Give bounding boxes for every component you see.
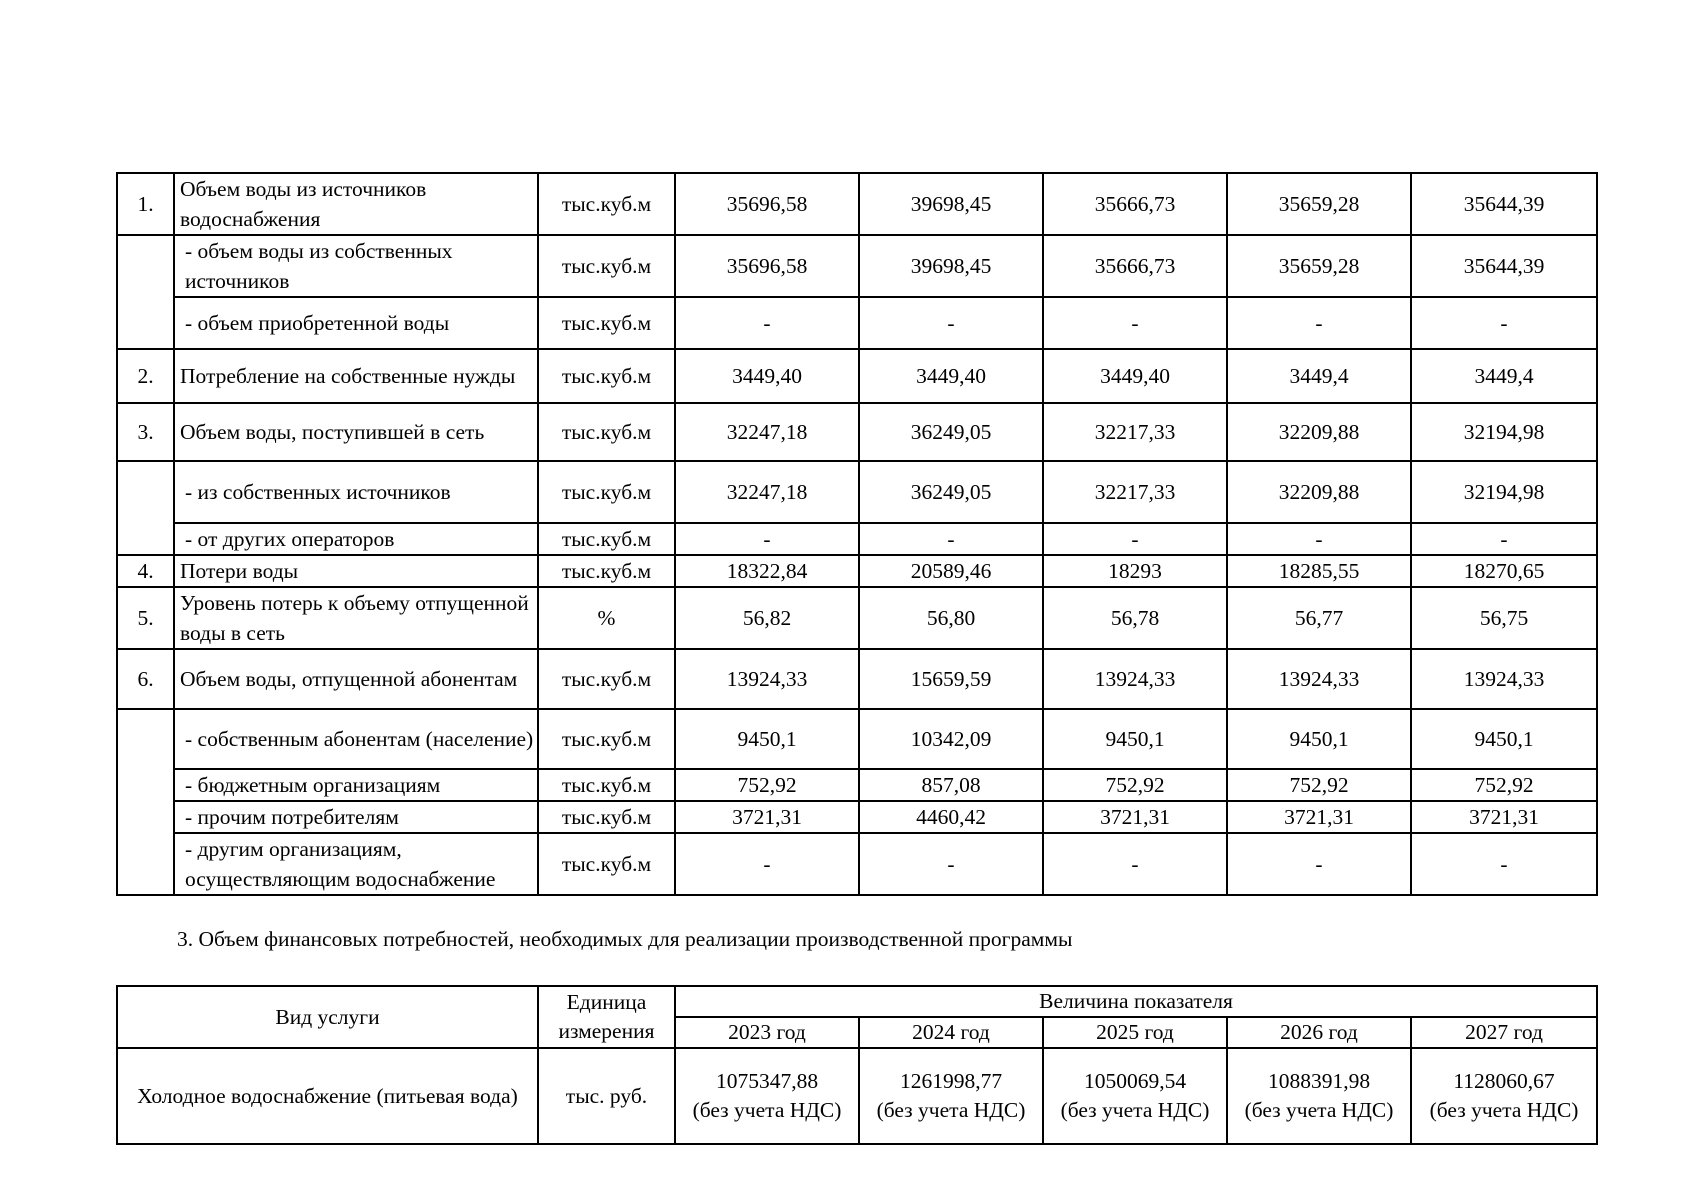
indicator-value: 56,78 (1043, 587, 1227, 649)
table-row (117, 769, 1597, 801)
indicator-unit: тыс.куб.м (538, 235, 675, 297)
indicator-label: - прочим потребителям (174, 801, 538, 833)
table-row (117, 403, 1597, 461)
indicator-value: 32194,98 (1411, 461, 1597, 523)
indicator-value: 10342,09 (859, 709, 1043, 769)
indicator-unit: тыс.куб.м (538, 173, 675, 235)
indicator-value: - (675, 297, 859, 349)
indicator-value: 3721,31 (675, 801, 859, 833)
header-service-type: Вид услуги (117, 986, 538, 1048)
indicator-label: - другим организациям, осуществляющим водоснабжение (174, 833, 538, 895)
indicator-label: Потери воды (174, 555, 538, 587)
indicator-unit: тыс.куб.м (538, 403, 675, 461)
row-number (117, 235, 174, 349)
indicator-value: 35666,73 (1043, 173, 1227, 235)
indicator-label: - объем приобретенной воды (174, 297, 538, 349)
service-unit: тыс. руб. (538, 1048, 675, 1144)
indicator-value: 3449,40 (1043, 349, 1227, 403)
indicator-value: 3449,4 (1411, 349, 1597, 403)
indicator-unit: тыс.куб.м (538, 801, 675, 833)
financial-needs-table (116, 985, 1598, 1145)
indicator-value: 35666,73 (1043, 235, 1227, 297)
header-year: 2025 год (1043, 1017, 1227, 1048)
indicator-value: - (1411, 297, 1597, 349)
indicator-value: 32217,33 (1043, 461, 1227, 523)
indicator-value: 752,92 (1043, 769, 1227, 801)
table-row (117, 801, 1597, 833)
indicator-unit: тыс.куб.м (538, 349, 675, 403)
indicator-value: - (859, 523, 1043, 555)
indicator-value: 56,75 (1411, 587, 1597, 649)
row-number (117, 461, 174, 555)
header-year: 2024 год (859, 1017, 1043, 1048)
indicator-value: 3721,31 (1227, 801, 1411, 833)
section-heading: 3. Объем финансовых потребностей, необходимых для реализации производственной программы (177, 927, 1073, 951)
indicator-value: 857,08 (859, 769, 1043, 801)
indicator-label: Объем воды из источников водоснабжения (174, 173, 538, 235)
indicator-value: 32217,33 (1043, 403, 1227, 461)
indicator-value: 9450,1 (1411, 709, 1597, 769)
indicator-value: 35644,39 (1411, 173, 1597, 235)
indicator-unit: % (538, 587, 675, 649)
indicator-value: 56,80 (859, 587, 1043, 649)
indicator-value: 35659,28 (1227, 235, 1411, 297)
row-number: 6. (117, 649, 174, 709)
indicator-label: Уровень потерь к объему отпущенной воды в сеть (174, 587, 538, 649)
table-row (117, 709, 1597, 769)
indicator-value: 3721,31 (1411, 801, 1597, 833)
table-row (117, 349, 1597, 403)
indicator-value: 20589,46 (859, 555, 1043, 587)
indicator-label: - бюджетным организациям (174, 769, 538, 801)
indicator-value: - (1227, 523, 1411, 555)
indicator-value: - (1227, 297, 1411, 349)
indicator-value: 39698,45 (859, 235, 1043, 297)
table-row (117, 461, 1597, 523)
indicator-value: 32209,88 (1227, 461, 1411, 523)
header-indicator-value: Величина показателя (675, 986, 1597, 1017)
indicator-value: 35696,58 (675, 173, 859, 235)
table-row (117, 833, 1597, 895)
finance-value: 1128060,67 (без учета НДС) (1411, 1048, 1597, 1144)
indicator-value: 13924,33 (1043, 649, 1227, 709)
water-balance-table (116, 172, 1598, 896)
indicator-unit: тыс.куб.м (538, 555, 675, 587)
indicator-value: 36249,05 (859, 461, 1043, 523)
indicator-label: - объем воды из собственных источников (174, 235, 538, 297)
header-unit: Единица измерения (538, 986, 675, 1048)
table-row (117, 235, 1597, 297)
indicator-value: 13924,33 (675, 649, 859, 709)
finance-row (117, 1048, 1597, 1144)
indicator-value: 36249,05 (859, 403, 1043, 461)
indicator-unit: тыс.куб.м (538, 297, 675, 349)
indicator-value: 35696,58 (675, 235, 859, 297)
indicator-unit: тыс.куб.м (538, 709, 675, 769)
indicator-value: 3721,31 (1043, 801, 1227, 833)
row-number: 2. (117, 349, 174, 403)
finance-value: 1050069,54 (без учета НДС) (1043, 1048, 1227, 1144)
indicator-label: - от других операторов (174, 523, 538, 555)
indicator-value: - (1227, 833, 1411, 895)
indicator-value: 32194,98 (1411, 403, 1597, 461)
indicator-value: 13924,33 (1411, 649, 1597, 709)
indicator-unit: тыс.куб.м (538, 833, 675, 895)
indicator-value: 32247,18 (675, 461, 859, 523)
indicator-value: 3449,4 (1227, 349, 1411, 403)
indicator-value: 9450,1 (1043, 709, 1227, 769)
indicator-label: - из собственных источников (174, 461, 538, 523)
indicator-value: - (1411, 833, 1597, 895)
indicator-value: 13924,33 (1227, 649, 1411, 709)
table-row (117, 523, 1597, 555)
indicator-label: - собственным абонентам (население) (174, 709, 538, 769)
indicator-value: - (1043, 297, 1227, 349)
table-row (117, 555, 1597, 587)
indicator-unit: тыс.куб.м (538, 649, 675, 709)
indicator-value: 18285,55 (1227, 555, 1411, 587)
row-number: 3. (117, 403, 174, 461)
indicator-value: 752,92 (1411, 769, 1597, 801)
service-name: Холодное водоснабжение (питьевая вода) (117, 1048, 538, 1144)
header-year: 2026 год (1227, 1017, 1411, 1048)
indicator-value: 3449,40 (859, 349, 1043, 403)
header-year: 2027 год (1411, 1017, 1597, 1048)
finance-value: 1088391,98 (без учета НДС) (1227, 1048, 1411, 1144)
indicator-value: 56,77 (1227, 587, 1411, 649)
indicator-unit: тыс.куб.м (538, 523, 675, 555)
indicator-label: Объем воды, поступившей в сеть (174, 403, 538, 461)
indicator-value: - (675, 523, 859, 555)
indicator-value: 18270,65 (1411, 555, 1597, 587)
row-number: 5. (117, 587, 174, 649)
indicator-value: 4460,42 (859, 801, 1043, 833)
indicator-value: 9450,1 (1227, 709, 1411, 769)
indicator-value: 35659,28 (1227, 173, 1411, 235)
indicator-value: - (1043, 833, 1227, 895)
indicator-value: 32247,18 (675, 403, 859, 461)
indicator-value: 752,92 (1227, 769, 1411, 801)
indicator-value: - (1043, 523, 1227, 555)
indicator-label: Потребление на собственные нужды (174, 349, 538, 403)
indicator-label: Объем воды, отпущенной абонентам (174, 649, 538, 709)
indicator-unit: тыс.куб.м (538, 461, 675, 523)
indicator-value: 56,82 (675, 587, 859, 649)
indicator-value: 3449,40 (675, 349, 859, 403)
indicator-value: 32209,88 (1227, 403, 1411, 461)
row-number: 4. (117, 555, 174, 587)
indicator-value: 15659,59 (859, 649, 1043, 709)
indicator-value: - (859, 833, 1043, 895)
table-row (117, 587, 1597, 649)
indicator-value: 9450,1 (675, 709, 859, 769)
indicator-value: - (675, 833, 859, 895)
table-row (117, 173, 1597, 235)
indicator-value: 18322,84 (675, 555, 859, 587)
row-number: 1. (117, 173, 174, 235)
header-year: 2023 год (675, 1017, 859, 1048)
finance-value: 1261998,77 (без учета НДС) (859, 1048, 1043, 1144)
indicator-value: 39698,45 (859, 173, 1043, 235)
indicator-unit: тыс.куб.м (538, 769, 675, 801)
indicator-value: 35644,39 (1411, 235, 1597, 297)
table-row (117, 649, 1597, 709)
indicator-value: - (859, 297, 1043, 349)
table-row (117, 297, 1597, 349)
finance-value: 1075347,88 (без учета НДС) (675, 1048, 859, 1144)
indicator-value: - (1411, 523, 1597, 555)
indicator-value: 752,92 (675, 769, 859, 801)
indicator-value: 18293 (1043, 555, 1227, 587)
row-number (117, 709, 174, 895)
